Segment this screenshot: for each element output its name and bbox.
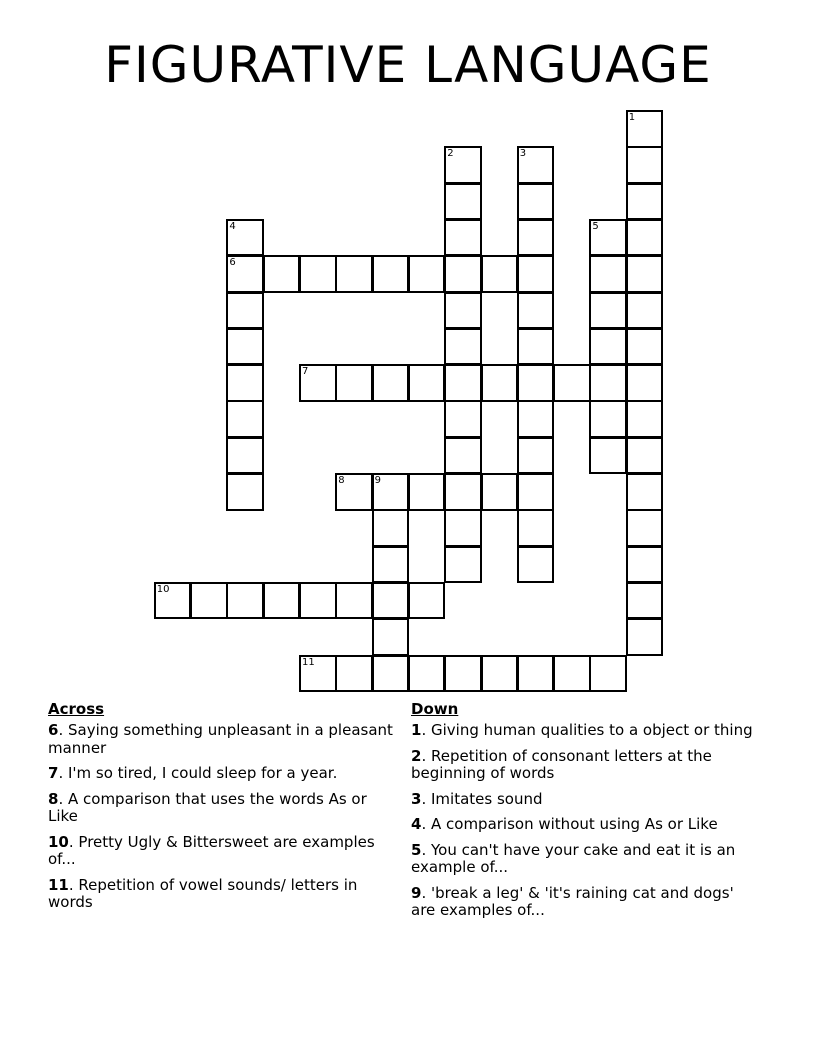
cell-number: 8 <box>338 475 345 486</box>
clue-number: 4 <box>411 815 422 833</box>
crossword-cell[interactable] <box>408 582 446 620</box>
crossword-cell[interactable] <box>626 546 664 584</box>
page-title: FIGURATIVE LANGUAGE <box>104 36 712 94</box>
cell-number: 3 <box>519 148 527 160</box>
crossword-cell[interactable] <box>517 219 555 257</box>
crossword-cell[interactable] <box>444 437 482 475</box>
crossword-cell[interactable] <box>517 473 555 511</box>
clue-across-11: 11. Repetition of vowel sounds/ letters in words <box>48 875 358 911</box>
crossword-cell[interactable] <box>372 473 410 511</box>
clue-down-5: 5. You can't have your cake and eat it is an example of... <box>411 840 736 876</box>
crossword-cell[interactable] <box>335 255 373 293</box>
crossword-cell[interactable] <box>444 655 482 693</box>
clue-text: Repetition of vowel sounds/ letters in words <box>48 875 358 911</box>
crossword-cell[interactable] <box>626 618 664 656</box>
crossword-cell[interactable] <box>626 183 664 221</box>
clue-down-2: 2. Repetition of consonant letters at the beginning of words <box>411 746 712 782</box>
crossword-cell[interactable] <box>626 255 664 293</box>
clue-text: Saying something unpleasant in a pleasant manner <box>48 721 393 757</box>
crossword-cell[interactable] <box>626 509 664 547</box>
crossword-cell[interactable] <box>626 364 664 402</box>
clue-text: A comparison without using As or Like <box>430 815 718 833</box>
clue-number: 5 <box>411 840 422 859</box>
crossword-cell[interactable] <box>517 509 555 547</box>
clue-number: 6 <box>48 721 59 739</box>
cell-number: 9 <box>374 475 381 486</box>
crossword-cell[interactable] <box>517 400 555 438</box>
clue-number: 7 <box>48 764 59 782</box>
crossword-cell[interactable] <box>408 255 446 293</box>
crossword-cell[interactable] <box>626 146 664 184</box>
clue-across-10: 10. Pretty Ugly & Bittersweet are examples of... <box>48 832 375 868</box>
crossword-cell[interactable] <box>444 219 482 257</box>
crossword-cell[interactable] <box>372 364 410 402</box>
clue-text: You can't have your cake and eat it is an example of... <box>411 840 736 876</box>
crossword-cell[interactable] <box>263 255 301 293</box>
crossword-cell[interactable] <box>553 655 591 693</box>
clue-text: I'm so tired, I could sleep for a year. <box>67 764 338 782</box>
crossword-cell[interactable] <box>372 255 410 293</box>
clue-number: 10 <box>48 832 69 851</box>
crossword-cell[interactable] <box>299 655 337 693</box>
crossword-cell[interactable] <box>226 437 264 475</box>
crossword-cell[interactable] <box>626 292 664 330</box>
crossword-cell[interactable] <box>444 546 482 584</box>
clue-text: Pretty Ugly & Bittersweet are examples of... <box>48 832 375 868</box>
clue-number: 11 <box>48 875 69 894</box>
crossword-cell[interactable] <box>226 400 264 438</box>
crossword-cell[interactable] <box>226 255 264 293</box>
crossword-cell[interactable] <box>517 292 555 330</box>
crossword-cell[interactable] <box>408 364 446 402</box>
cell-number: 11 <box>302 656 315 668</box>
crossword-cell[interactable] <box>589 219 627 257</box>
crossword-cell[interactable] <box>372 618 410 656</box>
crossword-cell[interactable] <box>589 364 627 402</box>
across-clues <box>48 700 393 920</box>
down-heading: Down <box>411 700 459 718</box>
crossword-cell[interactable] <box>517 328 555 366</box>
crossword-cell[interactable] <box>299 364 337 402</box>
crossword-cell[interactable] <box>263 582 301 620</box>
crossword-cell[interactable] <box>154 582 192 620</box>
crossword-cell[interactable] <box>517 183 555 221</box>
clue-text: Imitates sound <box>430 789 543 808</box>
crossword-cell[interactable] <box>444 255 482 293</box>
crossword-cell[interactable] <box>517 146 555 184</box>
cell-number: 1 <box>628 112 636 123</box>
clue-across-6: 6. Saying something unpleasant in a pleasant manner <box>48 721 393 757</box>
clue-number: 9 <box>411 883 422 902</box>
crossword-cell[interactable] <box>517 364 555 402</box>
crossword-cell[interactable] <box>481 473 519 511</box>
crossword-cell[interactable] <box>517 437 555 475</box>
clue-down-9: 9. 'break a leg' & 'it's raining cat and dogs' are examples of... <box>411 883 734 919</box>
clue-down-4: 4. A comparison without using As or Like <box>411 815 718 833</box>
cell-number: 7 <box>302 366 309 378</box>
down-clues <box>411 700 761 928</box>
clue-text: Repetition of consonant letters at the beginning of words <box>411 746 712 782</box>
crossword-cell[interactable] <box>226 328 264 366</box>
clue-number: 3 <box>411 789 422 808</box>
crossword-cell[interactable] <box>226 364 264 402</box>
crossword-cell[interactable] <box>444 509 482 547</box>
crossword-cell[interactable] <box>226 292 264 330</box>
crossword-cell[interactable] <box>589 437 627 475</box>
clue-number: 1 <box>411 721 422 739</box>
crossword-cell[interactable] <box>517 255 555 293</box>
crossword-cell[interactable] <box>299 255 337 293</box>
crossword-cell[interactable] <box>226 219 264 257</box>
crossword-cell[interactable] <box>626 582 664 620</box>
clue-text: Giving human qualities to a object or thing <box>430 721 753 739</box>
clue-number: 2 <box>411 746 422 765</box>
crossword-cell[interactable] <box>517 655 555 693</box>
crossword-cell[interactable] <box>626 328 664 366</box>
crossword-cell[interactable] <box>444 473 482 511</box>
crossword-cell[interactable] <box>444 146 482 184</box>
crossword-cell[interactable] <box>626 219 664 257</box>
crossword-cell[interactable] <box>444 292 482 330</box>
crossword-cell[interactable] <box>481 255 519 293</box>
crossword-cell[interactable] <box>626 110 664 148</box>
clue-down-1: 1. Giving human qualities to a object or thing <box>411 721 753 739</box>
crossword-cell[interactable] <box>226 582 264 620</box>
crossword-cell[interactable] <box>408 473 446 511</box>
crossword-cell[interactable] <box>444 400 482 438</box>
crossword-cell[interactable] <box>408 655 446 693</box>
crossword-cell[interactable] <box>335 582 373 620</box>
crossword-cell[interactable] <box>626 400 664 438</box>
cell-number: 2 <box>447 148 454 160</box>
cell-number: 4 <box>229 220 236 232</box>
crossword-cell[interactable] <box>226 473 264 511</box>
cell-number: 5 <box>592 220 599 232</box>
clue-across-8: 8. A comparison that uses the words As or Like <box>48 789 367 825</box>
crossword-cell[interactable] <box>372 582 410 620</box>
crossword-cell[interactable] <box>626 437 664 475</box>
crossword-cell[interactable] <box>553 364 591 402</box>
crossword-cell[interactable] <box>444 364 482 402</box>
crossword-cell[interactable] <box>372 655 410 693</box>
crossword-cell[interactable] <box>589 255 627 293</box>
clue-number: 8 <box>48 789 59 808</box>
clue-text: A comparison that uses the words As or Like <box>48 789 367 825</box>
cell-number: 10 <box>156 583 170 595</box>
clue-text: 'break a leg' & 'it's raining cat and dogs' are examples of... <box>411 883 734 919</box>
crossword-cell[interactable] <box>589 328 627 366</box>
crossword-cell[interactable] <box>372 509 410 547</box>
crossword-cell[interactable] <box>626 473 664 511</box>
across-heading: Across <box>48 700 105 718</box>
cell-number: 6 <box>229 257 236 269</box>
crossword-cell[interactable] <box>335 473 373 511</box>
crossword-cell[interactable] <box>335 364 373 402</box>
crossword-cell[interactable] <box>444 183 482 221</box>
crossword-cell[interactable] <box>190 582 228 620</box>
clue-down-3: 3. Imitates sound <box>411 789 543 808</box>
crossword-cell[interactable] <box>481 364 519 402</box>
crossword-cell[interactable] <box>444 328 482 366</box>
crossword-cell[interactable] <box>335 655 373 693</box>
clue-across-7: 7. I'm so tired, I could sleep for a year. <box>48 764 338 782</box>
crossword-cell[interactable] <box>589 655 627 693</box>
crossword-cell[interactable] <box>299 582 337 620</box>
crossword-cell[interactable] <box>589 400 627 438</box>
crossword-cell[interactable] <box>481 655 519 693</box>
crossword-cell[interactable] <box>589 292 627 330</box>
crossword-cell[interactable] <box>372 546 410 584</box>
crossword-cell[interactable] <box>517 546 555 584</box>
